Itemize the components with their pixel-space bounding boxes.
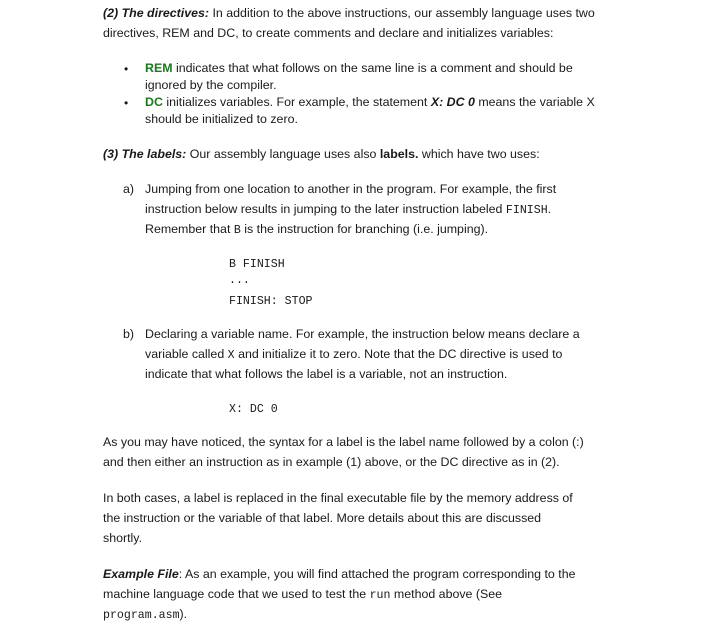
example-file-line2 (103, 587, 502, 602)
replace-note-line3: shortly. (103, 531, 143, 545)
example-file-line2-end: method above (See (390, 587, 503, 601)
item-b-line3: indicate that what follows the label is a variable, not an instruction. (145, 367, 508, 381)
example-file-line2-text: machine language code that we used to test the (103, 587, 370, 601)
code-line: ... (229, 274, 250, 287)
item-a-line3-text: Remember that (145, 222, 234, 236)
code-line: X: DC 0 (229, 403, 278, 416)
rem-term: REM (145, 61, 173, 75)
item-b-line2 (145, 347, 562, 362)
item-a-line2-end: . (547, 202, 552, 216)
item-a-finish-code: FINISH (505, 204, 548, 217)
example-file-line1 (103, 567, 576, 581)
syntax-note-line2: and then either an instruction as in example (1) above, or the DC directive as in (2). (103, 455, 560, 469)
syntax-note-line1: As you may have noticed, the syntax for a label is the label name followed by a colon (:) (103, 435, 584, 449)
directives-paragraph (103, 6, 595, 20)
bullet-dot: • (124, 62, 129, 76)
rem-text-line2: ignored by the compiler. (145, 78, 277, 92)
item-b-line1: Declaring a variable name. For example, the instruction below means declare a (145, 327, 580, 341)
labels-paragraph (103, 147, 540, 161)
labels-heading: (3) The labels: (103, 147, 187, 161)
dc-term: DC (145, 95, 163, 109)
example-file-line1-text: : As an example, you will find attached the program corresponding to the (178, 567, 576, 581)
item-a-line1: Jumping from one location to another in the program. For example, the first (145, 182, 557, 196)
item-b-marker: b) (123, 327, 135, 341)
dc-text-line2: should be initialized to zero. (145, 112, 298, 126)
item-b-x-code: X (227, 349, 235, 362)
item-a-marker: a) (123, 182, 135, 196)
replace-note-line2: the instruction or the variable of that label. More details about this are discussed (103, 511, 542, 525)
dc-example-code: X: DC 0 (430, 95, 475, 109)
example-file-line3-end: ). (179, 607, 188, 621)
code-line: B FINISH (229, 258, 285, 271)
item-a-line2 (145, 202, 551, 217)
program-asm-filename: program.asm (103, 609, 180, 622)
item-a-line2-text: instruction below results in jumping to the later instruction labeled (145, 202, 506, 216)
rem-text: indicates that what follows on the same line is a comment and should be (172, 61, 573, 75)
item-a-line3-end: is the instruction for branching (i.e. jumping). (240, 222, 489, 236)
directives-intro-line2: directives, REM and DC, to create comments and declare and initializes variables: (103, 26, 554, 40)
bullet-dot: • (124, 96, 129, 110)
labels-intro-a: Our assembly language uses also (186, 147, 380, 161)
example-file-heading: Example File (103, 567, 179, 581)
replace-note-line1: In both cases, a label is replaced in the final executable file by the memory address of (103, 491, 573, 505)
item-b-line2-end: and initialize it to zero. Note that the DC directive is used to (234, 347, 563, 361)
directives-intro: In addition to the above instructions, our assembly language uses two (209, 6, 595, 20)
bullet-rem (145, 61, 573, 75)
bullet-dc (145, 95, 595, 109)
item-a-line3 (145, 222, 488, 237)
example-file-line3 (103, 607, 187, 622)
code-line: FINISH: STOP (229, 295, 313, 308)
dc-text-a: initializes variables. For example, the statement (162, 95, 431, 109)
item-a-b-code: B (233, 224, 241, 237)
item-b-line2-text: variable called (145, 347, 228, 361)
run-method-code: run (369, 589, 391, 602)
labels-intro-bold: labels. (379, 147, 419, 161)
directives-heading: (2) The directives: (103, 6, 210, 20)
dc-text-b: means the variable X (474, 95, 595, 109)
labels-intro-b: which have two uses: (418, 147, 540, 161)
